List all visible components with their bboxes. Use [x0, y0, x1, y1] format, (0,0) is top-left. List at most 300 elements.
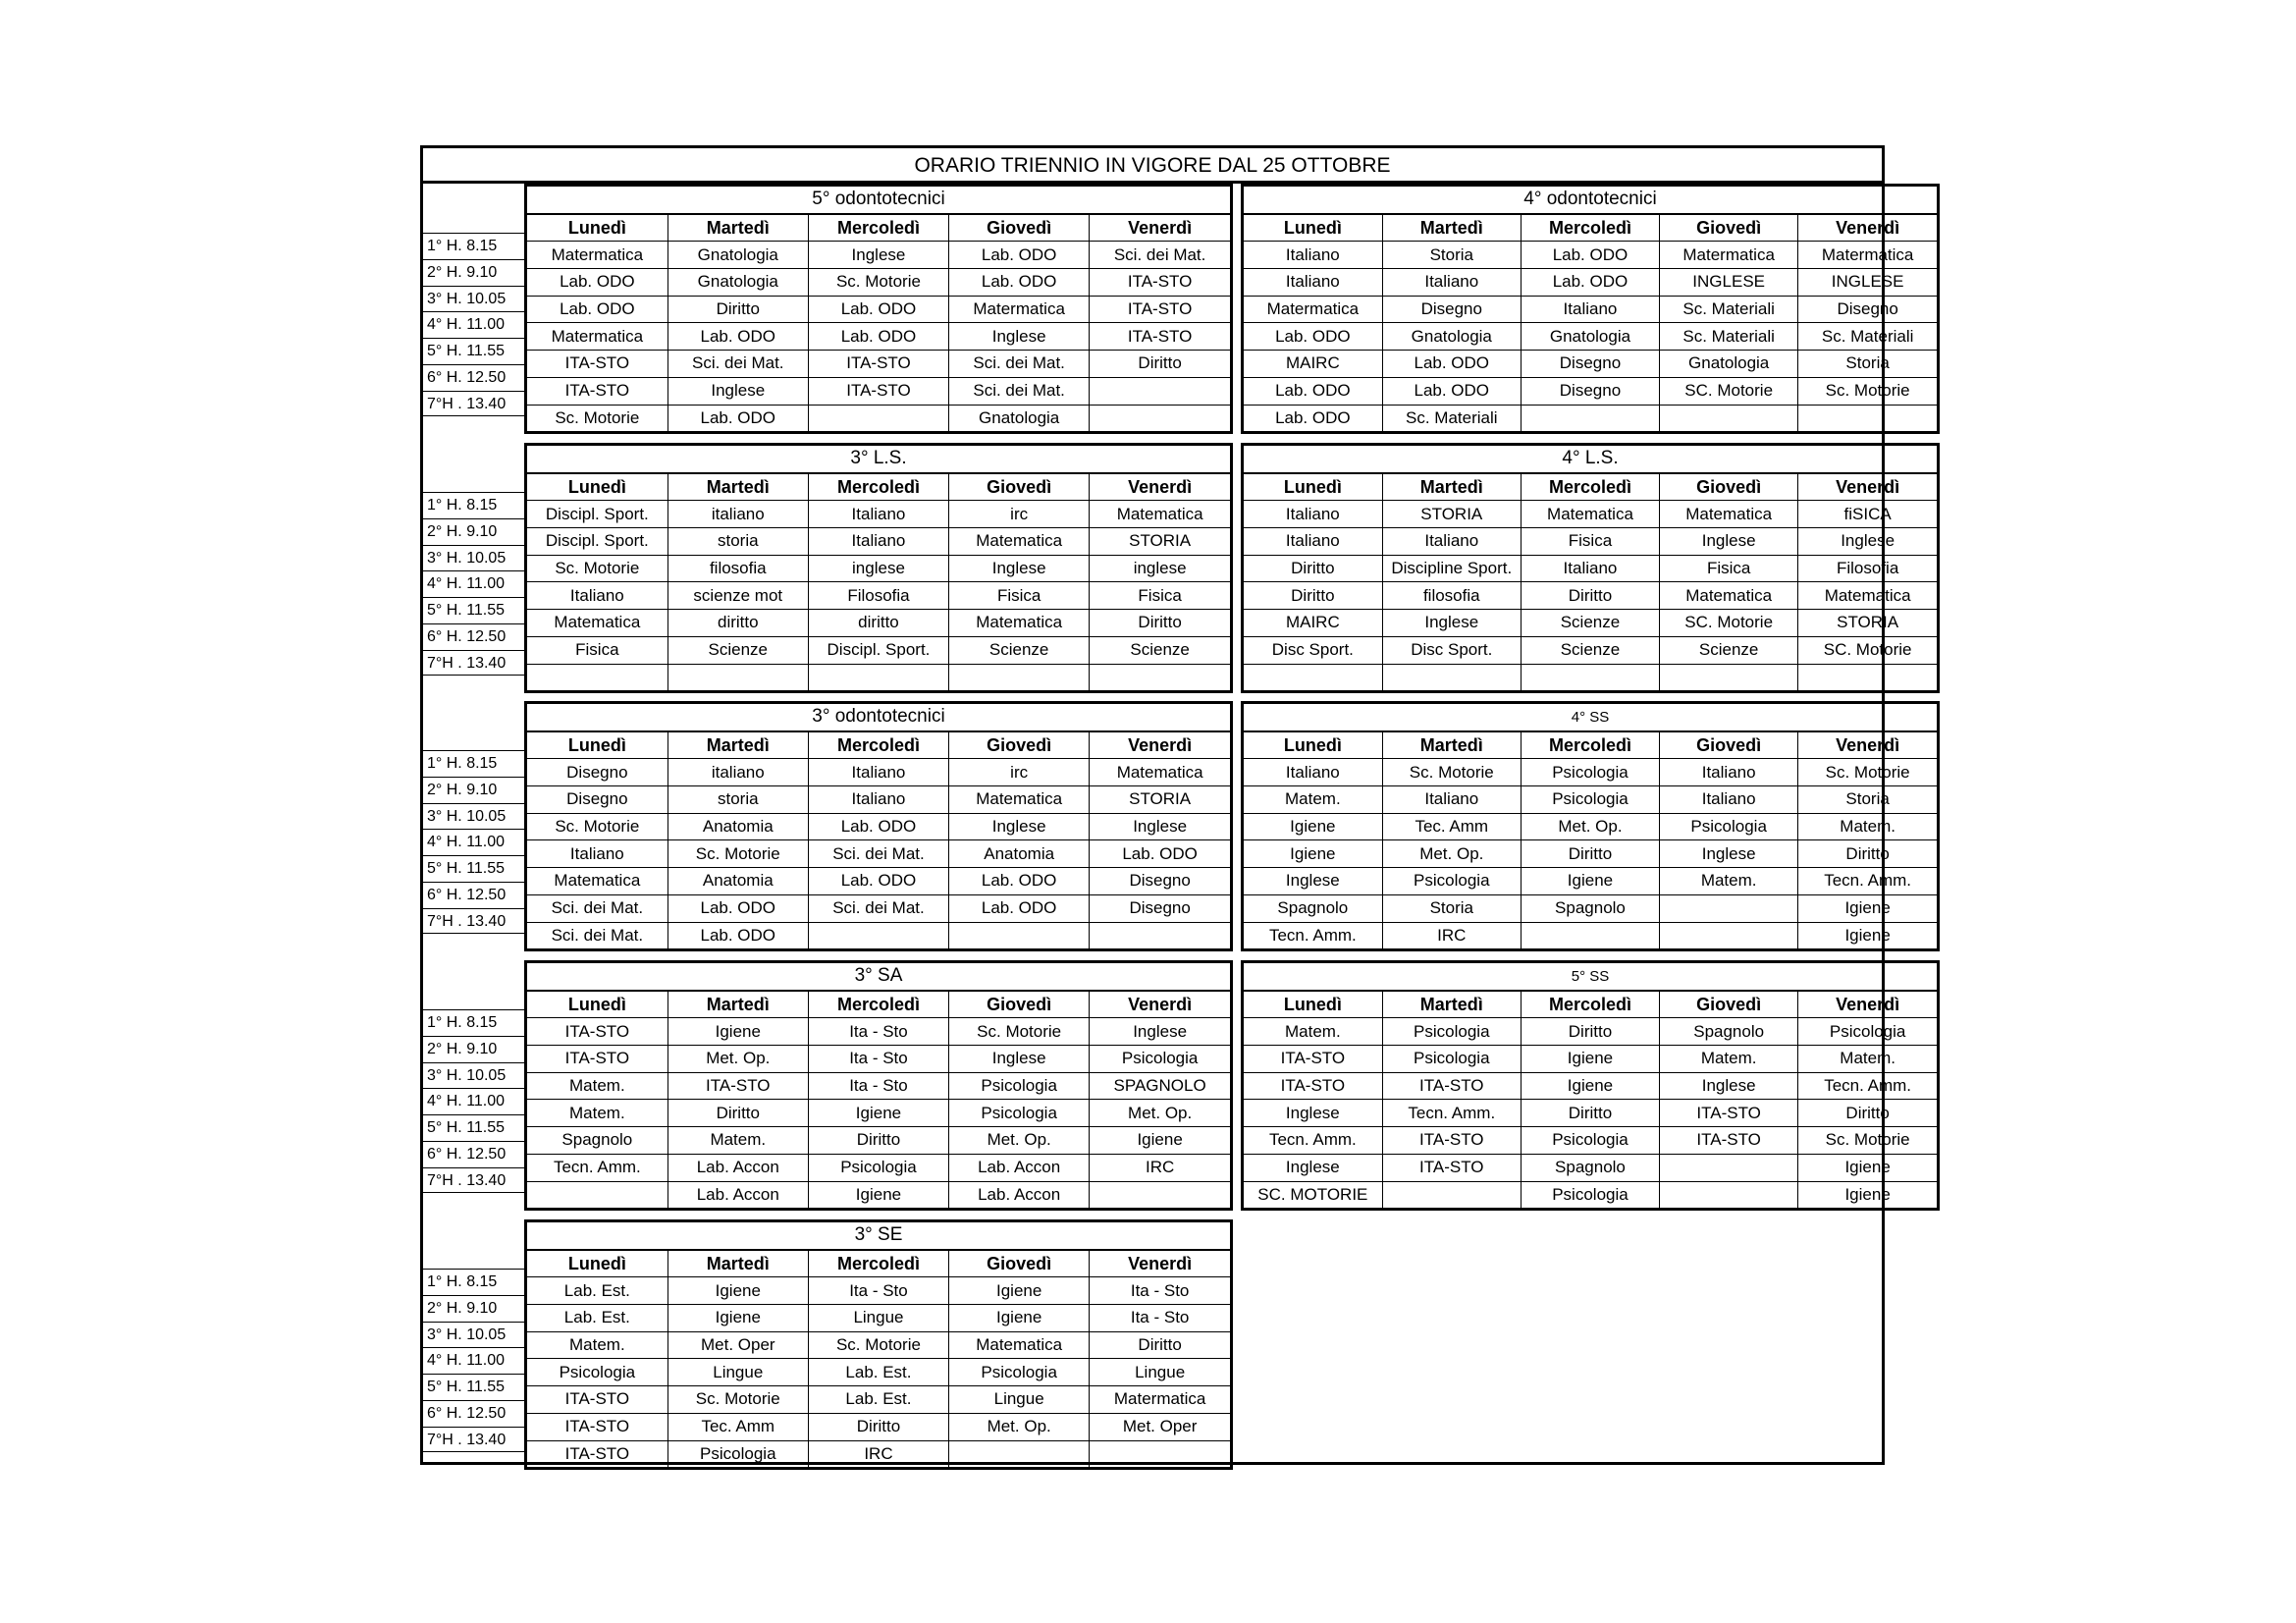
subject-cell: Sc. Motorie	[527, 405, 667, 431]
subject-cell: ITA-STO	[808, 351, 948, 378]
schedule-table	[1244, 187, 1937, 431]
subject-cell: Spagnolo	[527, 1127, 667, 1155]
schedule-row	[527, 759, 1230, 786]
subject-cell: Diritto	[1521, 582, 1659, 610]
day-header: Lunedì	[527, 731, 667, 759]
subject-cell: Matem.	[1798, 813, 1937, 840]
subject-cell: Disegno	[1521, 377, 1659, 405]
subject-cell: Filosofia	[1798, 555, 1937, 582]
subject-cell: STORIA	[1090, 786, 1230, 814]
subject-cell: Diritto	[667, 296, 808, 323]
schedule-row	[527, 1154, 1230, 1181]
subject-cell: Diritto	[1798, 1100, 1937, 1127]
time-slot-label: 2° H. 9.10	[423, 1036, 527, 1062]
subject-cell: Lab. Accon	[949, 1181, 1090, 1208]
time-slot-label: 2° H. 9.10	[423, 518, 527, 545]
subject-cell: Ita - Sto	[808, 1018, 948, 1046]
subject-cell: Anatomia	[949, 840, 1090, 868]
subject-cell: Lab. ODO	[1244, 377, 1382, 405]
subject-cell: Ita - Sto	[808, 1046, 948, 1073]
class-schedule-3-l-s	[524, 443, 1233, 693]
subject-cell: Fisica	[949, 582, 1090, 610]
subject-cell: Inglese	[1090, 813, 1230, 840]
subject-cell: Psicologia	[1382, 1046, 1521, 1073]
schedule-table	[527, 704, 1230, 948]
subject-cell: Lab. ODO	[667, 323, 808, 351]
class-name: 3° SE	[527, 1222, 1230, 1250]
subject-cell: Lab. ODO	[808, 323, 948, 351]
time-slot-label: 3° H. 10.05	[423, 803, 527, 830]
day-header: Mercoledì	[1521, 473, 1659, 501]
schedule-row	[527, 377, 1230, 405]
subject-cell: Disegno	[1521, 351, 1659, 378]
subject-cell: Disegno	[527, 786, 667, 814]
schedule-row	[527, 405, 1230, 431]
time-slot-label: 4° H. 11.00	[423, 1088, 527, 1114]
subject-cell: Tecn. Amm.	[1798, 1072, 1937, 1100]
time-slot-label: 3° H. 10.05	[423, 286, 527, 312]
subject-cell	[527, 664, 667, 690]
subject-cell: Matermatica	[949, 296, 1090, 323]
schedule-row	[1244, 868, 1937, 895]
schedule-table	[1244, 704, 1937, 948]
subject-cell: Inglese	[808, 242, 948, 269]
subject-cell	[1521, 405, 1659, 431]
subject-cell: Psicologia	[949, 1100, 1090, 1127]
schedule-row	[527, 269, 1230, 297]
subject-cell: INGLESE	[1798, 269, 1937, 297]
time-slot-label: 7°H . 13.40	[423, 1167, 527, 1194]
class-schedule-4-ss	[1241, 701, 1940, 951]
subject-cell: Sc. Materiali	[1382, 405, 1521, 431]
subject-cell: Lab. ODO	[1521, 242, 1659, 269]
subject-cell: Storia	[1798, 351, 1937, 378]
subject-cell: Lab. ODO	[527, 269, 667, 297]
time-slot-label: 7°H . 13.40	[423, 908, 527, 935]
subject-cell: SC. Motorie	[1660, 610, 1798, 637]
day-header: Mercoledì	[808, 991, 948, 1018]
subject-cell	[1660, 1181, 1798, 1208]
subject-cell: ITA-STO	[1244, 1046, 1382, 1073]
subject-cell: MAIRC	[1244, 610, 1382, 637]
subject-cell: Matematica	[949, 528, 1090, 556]
subject-cell: Sc. Materiali	[1660, 296, 1798, 323]
subject-cell: Tec. Amm	[667, 1413, 808, 1440]
time-slot-label: 6° H. 12.50	[423, 623, 527, 650]
subject-cell: Disc Sport.	[1382, 636, 1521, 664]
subject-cell: Met. Op.	[949, 1413, 1090, 1440]
subject-cell: Italiano	[527, 582, 667, 610]
schedule-row	[1244, 786, 1937, 814]
subject-cell: IRC	[1382, 922, 1521, 948]
subject-cell: Matematica	[527, 868, 667, 895]
time-slot-label: 7°H . 13.40	[423, 1427, 527, 1453]
subject-cell: Ita - Sto	[1090, 1277, 1230, 1305]
subject-cell: Matem.	[527, 1331, 667, 1359]
subject-cell: Lab. ODO	[949, 242, 1090, 269]
subject-cell: Storia	[1382, 894, 1521, 922]
subject-cell: ITA-STO	[808, 377, 948, 405]
subject-cell: Igiene	[1244, 840, 1382, 868]
subject-cell	[1660, 922, 1798, 948]
subject-cell: Lab. ODO	[1382, 377, 1521, 405]
subject-cell: Lab. Est.	[527, 1277, 667, 1305]
schedule-row	[527, 1386, 1230, 1414]
subject-cell: Italiano	[1244, 759, 1382, 786]
subject-cell: Igiene	[1798, 894, 1937, 922]
subject-cell: filosofia	[1382, 582, 1521, 610]
subject-cell: Psicologia	[1090, 1046, 1230, 1073]
subject-cell: ITA-STO	[527, 1046, 667, 1073]
schedule-row	[1244, 1154, 1937, 1181]
subject-cell: Igiene	[1521, 868, 1659, 895]
schedule-row	[527, 1181, 1230, 1208]
subject-cell: Diritto	[1244, 582, 1382, 610]
time-slot-label: 5° H. 11.55	[423, 338, 527, 364]
schedule-row	[1244, 323, 1937, 351]
day-header: Giovedì	[949, 731, 1090, 759]
subject-cell: Matem.	[1798, 1046, 1937, 1073]
subject-cell: Met. Op.	[1521, 813, 1659, 840]
time-slot-label: 5° H. 11.55	[423, 597, 527, 623]
subject-cell: Disc Sport.	[1244, 636, 1382, 664]
subject-cell: Inglese	[1382, 610, 1521, 637]
schedule-row	[527, 582, 1230, 610]
timetable-sheet	[420, 145, 1914, 1465]
schedule-table	[527, 1222, 1230, 1467]
schedule-row	[1244, 1181, 1937, 1208]
schedule-row	[527, 323, 1230, 351]
subject-cell: Sci. dei Mat.	[949, 377, 1090, 405]
subject-cell	[1521, 664, 1659, 690]
day-header: Venerdì	[1798, 731, 1937, 759]
subject-cell: Inglese	[1660, 840, 1798, 868]
subject-cell: Matematica	[527, 610, 667, 637]
class-schedule-4-odontotecnici	[1241, 184, 1940, 434]
subject-cell: Met. Op.	[949, 1127, 1090, 1155]
subject-cell: Italiano	[1244, 269, 1382, 297]
time-slot-label: 4° H. 11.00	[423, 829, 527, 855]
subject-cell: Igiene	[1244, 813, 1382, 840]
subject-cell: ITA-STO	[1090, 296, 1230, 323]
subject-cell: ITA-STO	[1382, 1127, 1521, 1155]
subject-cell: Spagnolo	[1521, 1154, 1659, 1181]
subject-cell: Gnatologia	[667, 269, 808, 297]
subject-cell: Discipl. Sport.	[527, 528, 667, 556]
subject-cell: STORIA	[1382, 501, 1521, 528]
time-slot-label: 3° H. 10.05	[423, 545, 527, 571]
time-slot-label: 1° H. 8.15	[423, 233, 527, 259]
subject-cell: Sc. Materiali	[1798, 323, 1937, 351]
subject-cell: Igiene	[1521, 1046, 1659, 1073]
day-header: Martedì	[1382, 214, 1521, 242]
day-header: Martedì	[667, 731, 808, 759]
subject-cell: Italiano	[527, 840, 667, 868]
class-name: 3° odontotecnici	[527, 704, 1230, 731]
day-header: Venerdì	[1090, 991, 1230, 1018]
subject-cell: Sc. Motorie	[949, 1018, 1090, 1046]
subject-cell	[1660, 664, 1798, 690]
time-slot-label: 7°H . 13.40	[423, 391, 527, 417]
class-name: 4° SS	[1244, 704, 1937, 731]
schedule-row	[1244, 296, 1937, 323]
subject-cell: Fisica	[1660, 555, 1798, 582]
subject-cell: Tecn. Amm.	[1382, 1100, 1521, 1127]
subject-cell: Lab. Est.	[808, 1359, 948, 1386]
subject-cell: Matematica	[1798, 582, 1937, 610]
subject-cell: Lab. ODO	[1521, 269, 1659, 297]
subject-cell: Matematica	[1090, 759, 1230, 786]
subject-cell: Lab. ODO	[527, 296, 667, 323]
day-header: Venerdì	[1798, 214, 1937, 242]
subject-cell: Lab. Est.	[808, 1386, 948, 1414]
day-header: Lunedì	[527, 214, 667, 242]
subject-cell: Psicologia	[1521, 1127, 1659, 1155]
subject-cell: Igiene	[1798, 1154, 1937, 1181]
time-slot-label: 2° H. 9.10	[423, 1295, 527, 1322]
subject-cell: italiano	[667, 759, 808, 786]
day-header: Martedì	[667, 214, 808, 242]
schedule-row	[527, 922, 1230, 948]
schedule-row	[527, 555, 1230, 582]
subject-cell	[1798, 405, 1937, 431]
class-schedule-3-se	[524, 1219, 1233, 1470]
class-schedule-3-sa	[524, 960, 1233, 1211]
day-header: Mercoledì	[808, 473, 948, 501]
schedule-row	[1244, 813, 1937, 840]
schedule-row	[1244, 1046, 1937, 1073]
subject-cell: Lingue	[949, 1386, 1090, 1414]
day-header: Giovedì	[1660, 991, 1798, 1018]
subject-cell: Psicologia	[527, 1359, 667, 1386]
subject-cell: STORIA	[1090, 528, 1230, 556]
subject-cell: Igiene	[1521, 1072, 1659, 1100]
schedule-row	[527, 1413, 1230, 1440]
subject-cell: Scienze	[949, 636, 1090, 664]
subject-cell: Lab. ODO	[667, 922, 808, 948]
schedule-table	[1244, 963, 1937, 1208]
subject-cell	[1382, 1181, 1521, 1208]
subject-cell: ITA-STO	[527, 1413, 667, 1440]
day-header: Giovedì	[1660, 214, 1798, 242]
subject-cell: Lab. ODO	[949, 269, 1090, 297]
time-slot-label: 6° H. 12.50	[423, 364, 527, 391]
subject-cell: Sci. dei Mat.	[1090, 242, 1230, 269]
subject-cell: Matematica	[949, 610, 1090, 637]
subject-cell: ITA-STO	[527, 1018, 667, 1046]
subject-cell: Disegno	[1382, 296, 1521, 323]
subject-cell: irc	[949, 759, 1090, 786]
subject-cell: Storia	[1382, 242, 1521, 269]
subject-cell: Lab. Accon	[949, 1154, 1090, 1181]
subject-cell: Matem.	[527, 1100, 667, 1127]
subject-cell: Disegno	[1090, 894, 1230, 922]
subject-cell: Italiano	[808, 501, 948, 528]
schedule-row	[1244, 922, 1937, 948]
subject-cell: Italiano	[1382, 786, 1521, 814]
schedule-row	[1244, 894, 1937, 922]
day-header: Giovedì	[949, 473, 1090, 501]
subject-cell: Diritto	[1244, 555, 1382, 582]
day-header: Lunedì	[1244, 731, 1382, 759]
subject-cell: ITA-STO	[527, 351, 667, 378]
day-header: Mercoledì	[808, 1250, 948, 1277]
subject-cell: storia	[667, 528, 808, 556]
subject-cell	[949, 664, 1090, 690]
subject-cell: Italiano	[1382, 528, 1521, 556]
schedule-row	[1244, 405, 1937, 431]
schedule-row	[1244, 1018, 1937, 1046]
subject-cell: Met. Op.	[667, 1046, 808, 1073]
subject-cell: Spagnolo	[1521, 894, 1659, 922]
subject-cell: Tecn. Amm.	[1798, 868, 1937, 895]
subject-cell: Italiano	[1521, 555, 1659, 582]
subject-cell: Tec. Amm	[1382, 813, 1521, 840]
subject-cell: Lab. ODO	[808, 813, 948, 840]
subject-cell: Diritto	[1798, 840, 1937, 868]
day-header: Lunedì	[1244, 991, 1382, 1018]
subject-cell: Tecn. Amm.	[1244, 1127, 1382, 1155]
subject-cell	[808, 405, 948, 431]
time-slot-label: 4° H. 11.00	[423, 311, 527, 338]
day-header: Mercoledì	[1521, 991, 1659, 1018]
schedule-row	[1244, 269, 1937, 297]
subject-cell: Spagnolo	[1660, 1018, 1798, 1046]
time-slot-label: 5° H. 11.55	[423, 1114, 527, 1141]
day-header: Giovedì	[949, 991, 1090, 1018]
day-header: Venerdì	[1090, 1250, 1230, 1277]
schedule-row	[527, 1046, 1230, 1073]
day-header: Martedì	[1382, 991, 1521, 1018]
subject-cell: Matem.	[667, 1127, 808, 1155]
class-name: 5° odontotecnici	[527, 187, 1230, 214]
subject-cell: Met. Oper	[1090, 1413, 1230, 1440]
subject-cell: Fisica	[1521, 528, 1659, 556]
subject-cell: SC. Motorie	[1798, 636, 1937, 664]
subject-cell: ITA-STO	[1660, 1100, 1798, 1127]
subject-cell: italiano	[667, 501, 808, 528]
day-header: Giovedì	[949, 214, 1090, 242]
schedule-row	[527, 1072, 1230, 1100]
subject-cell: Lab. ODO	[1382, 351, 1521, 378]
subject-cell: Fisica	[1090, 582, 1230, 610]
day-header: Mercoledì	[1521, 214, 1659, 242]
schedule-row	[1244, 1100, 1937, 1127]
subject-cell: Lingue	[667, 1359, 808, 1386]
subject-cell: Matermatica	[1798, 242, 1937, 269]
subject-cell: Ita - Sto	[808, 1072, 948, 1100]
time-slot-label: 6° H. 12.50	[423, 1400, 527, 1427]
schedule-row	[1244, 555, 1937, 582]
subject-cell: Diritto	[808, 1413, 948, 1440]
subject-cell: Italiano	[1244, 528, 1382, 556]
subject-cell: Psicologia	[1660, 813, 1798, 840]
schedule-table	[527, 963, 1230, 1208]
subject-cell: ITA-STO	[1660, 1127, 1798, 1155]
subject-cell: Sc. Motorie	[1798, 377, 1937, 405]
subject-cell: Inglese	[1244, 1100, 1382, 1127]
day-header: Lunedì	[1244, 214, 1382, 242]
day-header: Mercoledì	[808, 214, 948, 242]
class-name: 4° L.S.	[1244, 446, 1937, 473]
subject-cell	[1090, 1440, 1230, 1467]
subject-cell	[667, 664, 808, 690]
schedule-row	[1244, 377, 1937, 405]
subject-cell: Italiano	[1382, 269, 1521, 297]
day-header: Lunedì	[527, 473, 667, 501]
subject-cell: Lab. ODO	[1244, 323, 1382, 351]
schedule-row	[527, 786, 1230, 814]
schedule-table	[527, 187, 1230, 431]
subject-cell: SPAGNOLO	[1090, 1072, 1230, 1100]
schedule-row	[527, 528, 1230, 556]
schedule-row	[527, 1127, 1230, 1155]
subject-cell: SC. Motorie	[1660, 377, 1798, 405]
subject-cell: Storia	[1798, 786, 1937, 814]
schedule-row	[527, 1277, 1230, 1305]
schedule-row	[527, 610, 1230, 637]
subject-cell: ITA-STO	[527, 1440, 667, 1467]
subject-cell: Italiano	[1660, 759, 1798, 786]
subject-cell: Italiano	[1244, 242, 1382, 269]
subject-cell: Igiene	[949, 1305, 1090, 1332]
schedule-row	[527, 1305, 1230, 1332]
subject-cell: Ita - Sto	[1090, 1305, 1230, 1332]
schedule-row	[1244, 759, 1937, 786]
subject-cell: Sci. dei Mat.	[808, 840, 948, 868]
subject-cell: Gnatologia	[667, 242, 808, 269]
subject-cell: Igiene	[667, 1018, 808, 1046]
time-slot-label: 5° H. 11.55	[423, 1374, 527, 1400]
subject-cell: Inglese	[949, 813, 1090, 840]
schedule-row	[1244, 664, 1937, 690]
subject-cell: Matematica	[1521, 501, 1659, 528]
subject-cell: Psicologia	[1382, 868, 1521, 895]
subject-cell: Sci. dei Mat.	[808, 894, 948, 922]
subject-cell: Sc. Motorie	[808, 269, 948, 297]
subject-cell: Lab. ODO	[667, 894, 808, 922]
subject-cell: Psicologia	[667, 1440, 808, 1467]
subject-cell: Matematica	[949, 1331, 1090, 1359]
schedule-row	[1244, 1072, 1937, 1100]
class-schedule-4-l-s	[1241, 443, 1940, 693]
schedule-row	[527, 501, 1230, 528]
subject-cell: Lab. ODO	[949, 868, 1090, 895]
subject-cell: diritto	[808, 610, 948, 637]
day-header: Venerdì	[1090, 473, 1230, 501]
subject-cell: Diritto	[808, 1127, 948, 1155]
subject-cell: Inglese	[949, 555, 1090, 582]
class-schedule-5-ss	[1241, 960, 1940, 1211]
subject-cell: storia	[667, 786, 808, 814]
day-header: Giovedì	[1660, 473, 1798, 501]
schedule-row	[1244, 610, 1937, 637]
subject-cell: inglese	[1090, 555, 1230, 582]
class-name: 4° odontotecnici	[1244, 187, 1937, 214]
subject-cell: Matem.	[1660, 868, 1798, 895]
subject-cell: Sci. dei Mat.	[527, 922, 667, 948]
subject-cell: Scienze	[1660, 636, 1798, 664]
subject-cell: Anatomia	[667, 813, 808, 840]
schedule-row	[527, 1331, 1230, 1359]
subject-cell: Lab. ODO	[667, 405, 808, 431]
subject-cell: Scienze	[667, 636, 808, 664]
schedule-row	[1244, 1127, 1937, 1155]
day-header: Martedì	[1382, 731, 1521, 759]
subject-cell: Filosofia	[808, 582, 948, 610]
subject-cell: Psicologia	[808, 1154, 948, 1181]
subject-cell: Matematica	[1660, 582, 1798, 610]
